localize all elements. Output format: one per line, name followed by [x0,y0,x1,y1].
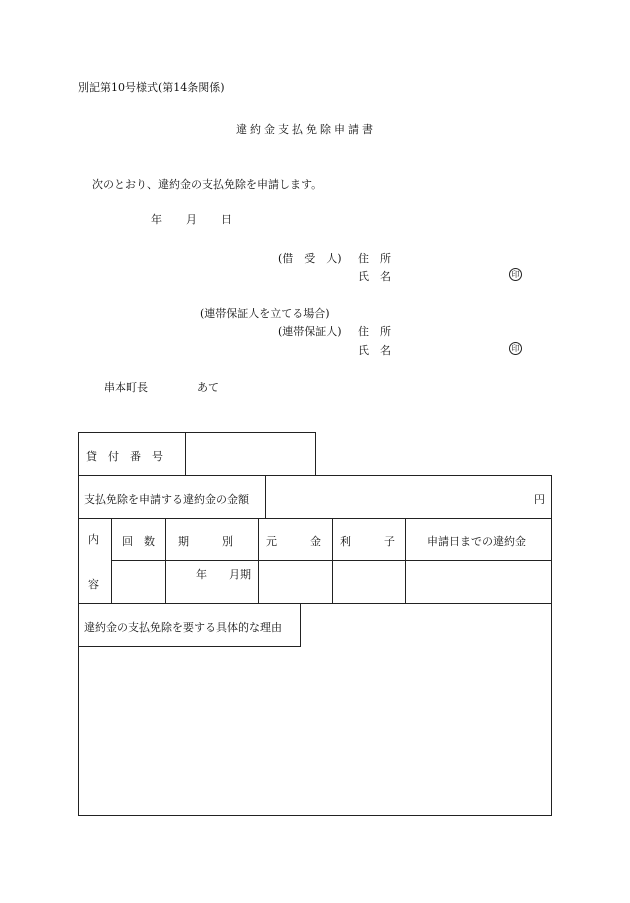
col-period: 期 別 [178,535,233,548]
contents-label-top: 内 [88,533,99,546]
date-year: 年 [151,213,162,226]
page-title: 違約金支払免除申請書 [236,123,376,136]
amount-label: 支払免除を申請する違約金の金額 [84,493,249,506]
date-month: 月 [186,213,197,226]
col-penalty: 申請日までの違約金 [427,535,526,548]
yen-unit: 円 [534,493,545,506]
borrower-role: (借 受 人) [278,252,342,265]
date-day: 日 [221,213,232,226]
addressee-suffix: あて [197,381,219,394]
guarantor-address-label: 住 所 [358,325,391,338]
col-count: 回 数 [122,535,155,548]
guarantor-condition: (連帯保証人を立てる場合) [200,307,330,320]
guarantor-seal-icon: 印 [509,342,522,355]
borrower-address-label: 住 所 [358,252,391,265]
reason-label: 違約金の支払免除を要する具体的な理由 [84,621,282,634]
borrower-seal-icon: 印 [509,268,522,281]
guarantor-role: (連帯保証人) [278,325,342,338]
contents-label-bottom: 容 [88,578,99,591]
col-principal: 元 金 [266,535,321,548]
col-interest: 利 子 [340,535,395,548]
intro-text: 次のとおり、違約金の支払免除を申請します。 [92,178,323,191]
form-number: 別記第10号様式(第14条関係) [78,81,225,94]
loan-number-label: 貸 付 番 号 [86,450,163,463]
addressee-name: 串本町長 [104,381,148,394]
borrower-name-label: 氏 名 [358,270,391,283]
guarantor-name-label: 氏 名 [358,344,391,357]
period-value: 年 月期 [196,568,251,581]
